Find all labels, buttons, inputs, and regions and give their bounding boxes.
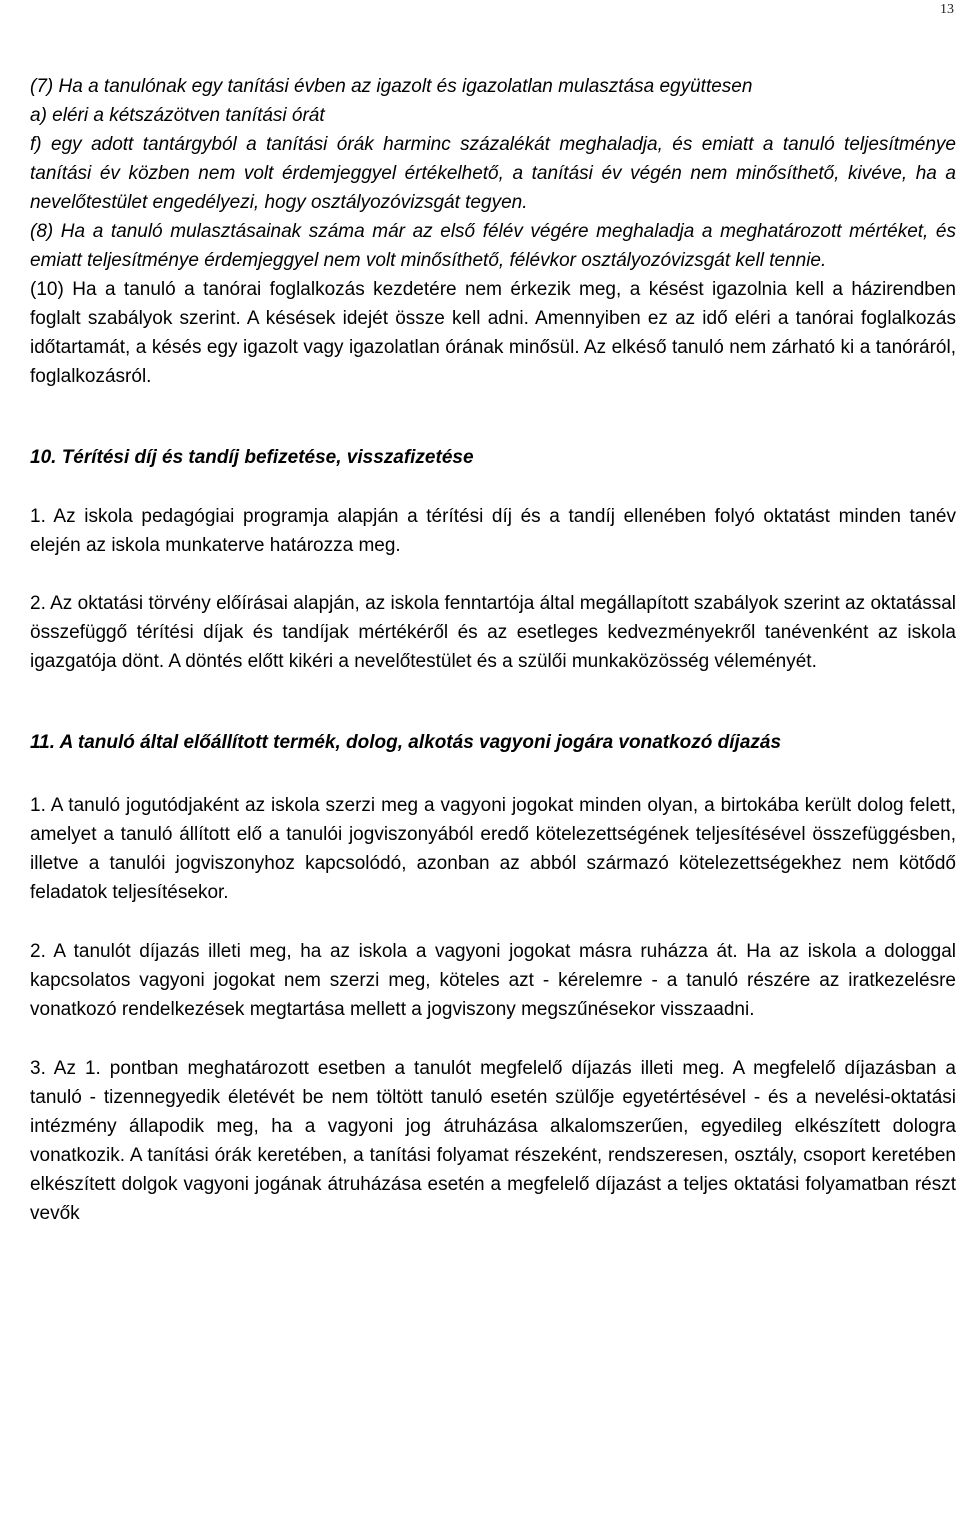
absence-paragraph-7: [30, 72, 956, 217]
section-11-point-1: 1. A tanuló jogutódjaként az iskola szerzi meg a vagyoni jogokat minden olyan, a birtokába került dolog felett, amelyet a tanuló állított elő a tanulói jogviszonyából eredő kötelezettségének teljesítésével összefüggésben, illetve a tanulói jogviszonyhoz kapcsolódó, azonban az abból származó kötelezettségekhez nem kötődő feladatok teljesítésekor.: [30, 795, 956, 903]
section-10-point-2: 2. Az oktatási törvény előírásai alapján, az iskola fenntartója által megállapított szabályok szerint az oktatással összefüggő térítési díjak és tandíjak mértékéről és az esetleges kedvezményekről tanévenként az iskola igazgatója dönt. A döntés előtt kikéri a nevelőtestület és a szülői munkaközösség véleményét.: [30, 593, 956, 672]
section-11-point-3: 3. Az 1. pontban meghatározott esetben a tanulót megfelelő díjazás illeti meg. A megfelelő díjazásban a tanuló - tizennegyedik életévét be nem töltött tanuló esetén szülője egyetértésével - és a nevelési-oktatási intézmény állapodik meg, ha a vagyoni jog átruházása alkalomszerűen, egyedileg elkészített dologra vonatkozik. A tanítási órák keretében, a tanítási folyamat részeként, rendszeresen, osztály, csoport keretében elkészített dolgok vagyoni jogának átruházása esetén a megfelelő díjazást a teljes oktatási folyamatban részt vevők: [30, 1058, 956, 1224]
page-number: 13: [940, 2, 954, 17]
section-11-point-2: 2. A tanulót díjazás illeti meg, ha az iskola a vagyoni jogokat másra ruházza át. Ha az iskola a dologgal kapcsolatos vagyoni jogokat nem szerzi meg, köteles azt - kérelemre - a tanuló részére az iratkezelésre vonatkozó rendelkezések megtartása mellett a jogviszony megszűnésekor visszaadni.: [30, 941, 956, 1020]
document-body: [30, 72, 956, 1228]
section-11-heading: 11. A tanuló által előállított termék, dolog, alkotás vagyoni jogára vonatkozó díjazás: [30, 732, 782, 753]
absence-paragraph-8: (8) Ha a tanuló mulasztásainak száma már az első félév végére meghaladja a meghatározott mértéket, és emiatt teljesítménye érdemjeggyel nem volt minősíthető, félévkor osztályozóvizsgát kell tennie.: [30, 221, 956, 271]
paragraph-7-intro: (7) Ha a tanulónak egy tanítási évben az igazolt és igazolatlan mulasztása együttesen: [30, 76, 753, 97]
section-10-heading: 10. Térítési díj és tandíj befizetése, visszafizetése: [30, 447, 474, 468]
lateness-paragraph-10: (10) Ha a tanuló a tanórai foglalkozás kezdetére nem érkezik meg, a késést igazolnia kell a házirendben foglalt szabályok szerint. A késések idejét össze kell adni. Amennyiben ez az idő eléri a tanórai foglalkozás időtartamát, a késés egy igazolt vagy igazolatlan órának minősül. Az elkéső tanuló nem zárható ki a tanóráról, foglalkozásról.: [30, 279, 956, 387]
section-10-point-1: 1. Az iskola pedagógiai programja alapján a térítési díj és a tandíj ellenében folyó oktatást minden tanév elején az iskola munkaterve határozza meg.: [30, 506, 956, 556]
paragraph-7-point-f: f) egy adott tantárgyból a tanítási órák harminc százalékát meghaladja, és emiatt a tanuló teljesítménye tanítási év közben nem volt érdemjeggyel értékelhető, a tanítási év végén nem minősíthető, kivéve, ha a nevelőtestület engedélyezi, hogy osztályozóvizsgát tegyen.: [30, 134, 956, 213]
paragraph-7-point-a: a) eléri a kétszázötven tanítási órát: [30, 105, 325, 126]
